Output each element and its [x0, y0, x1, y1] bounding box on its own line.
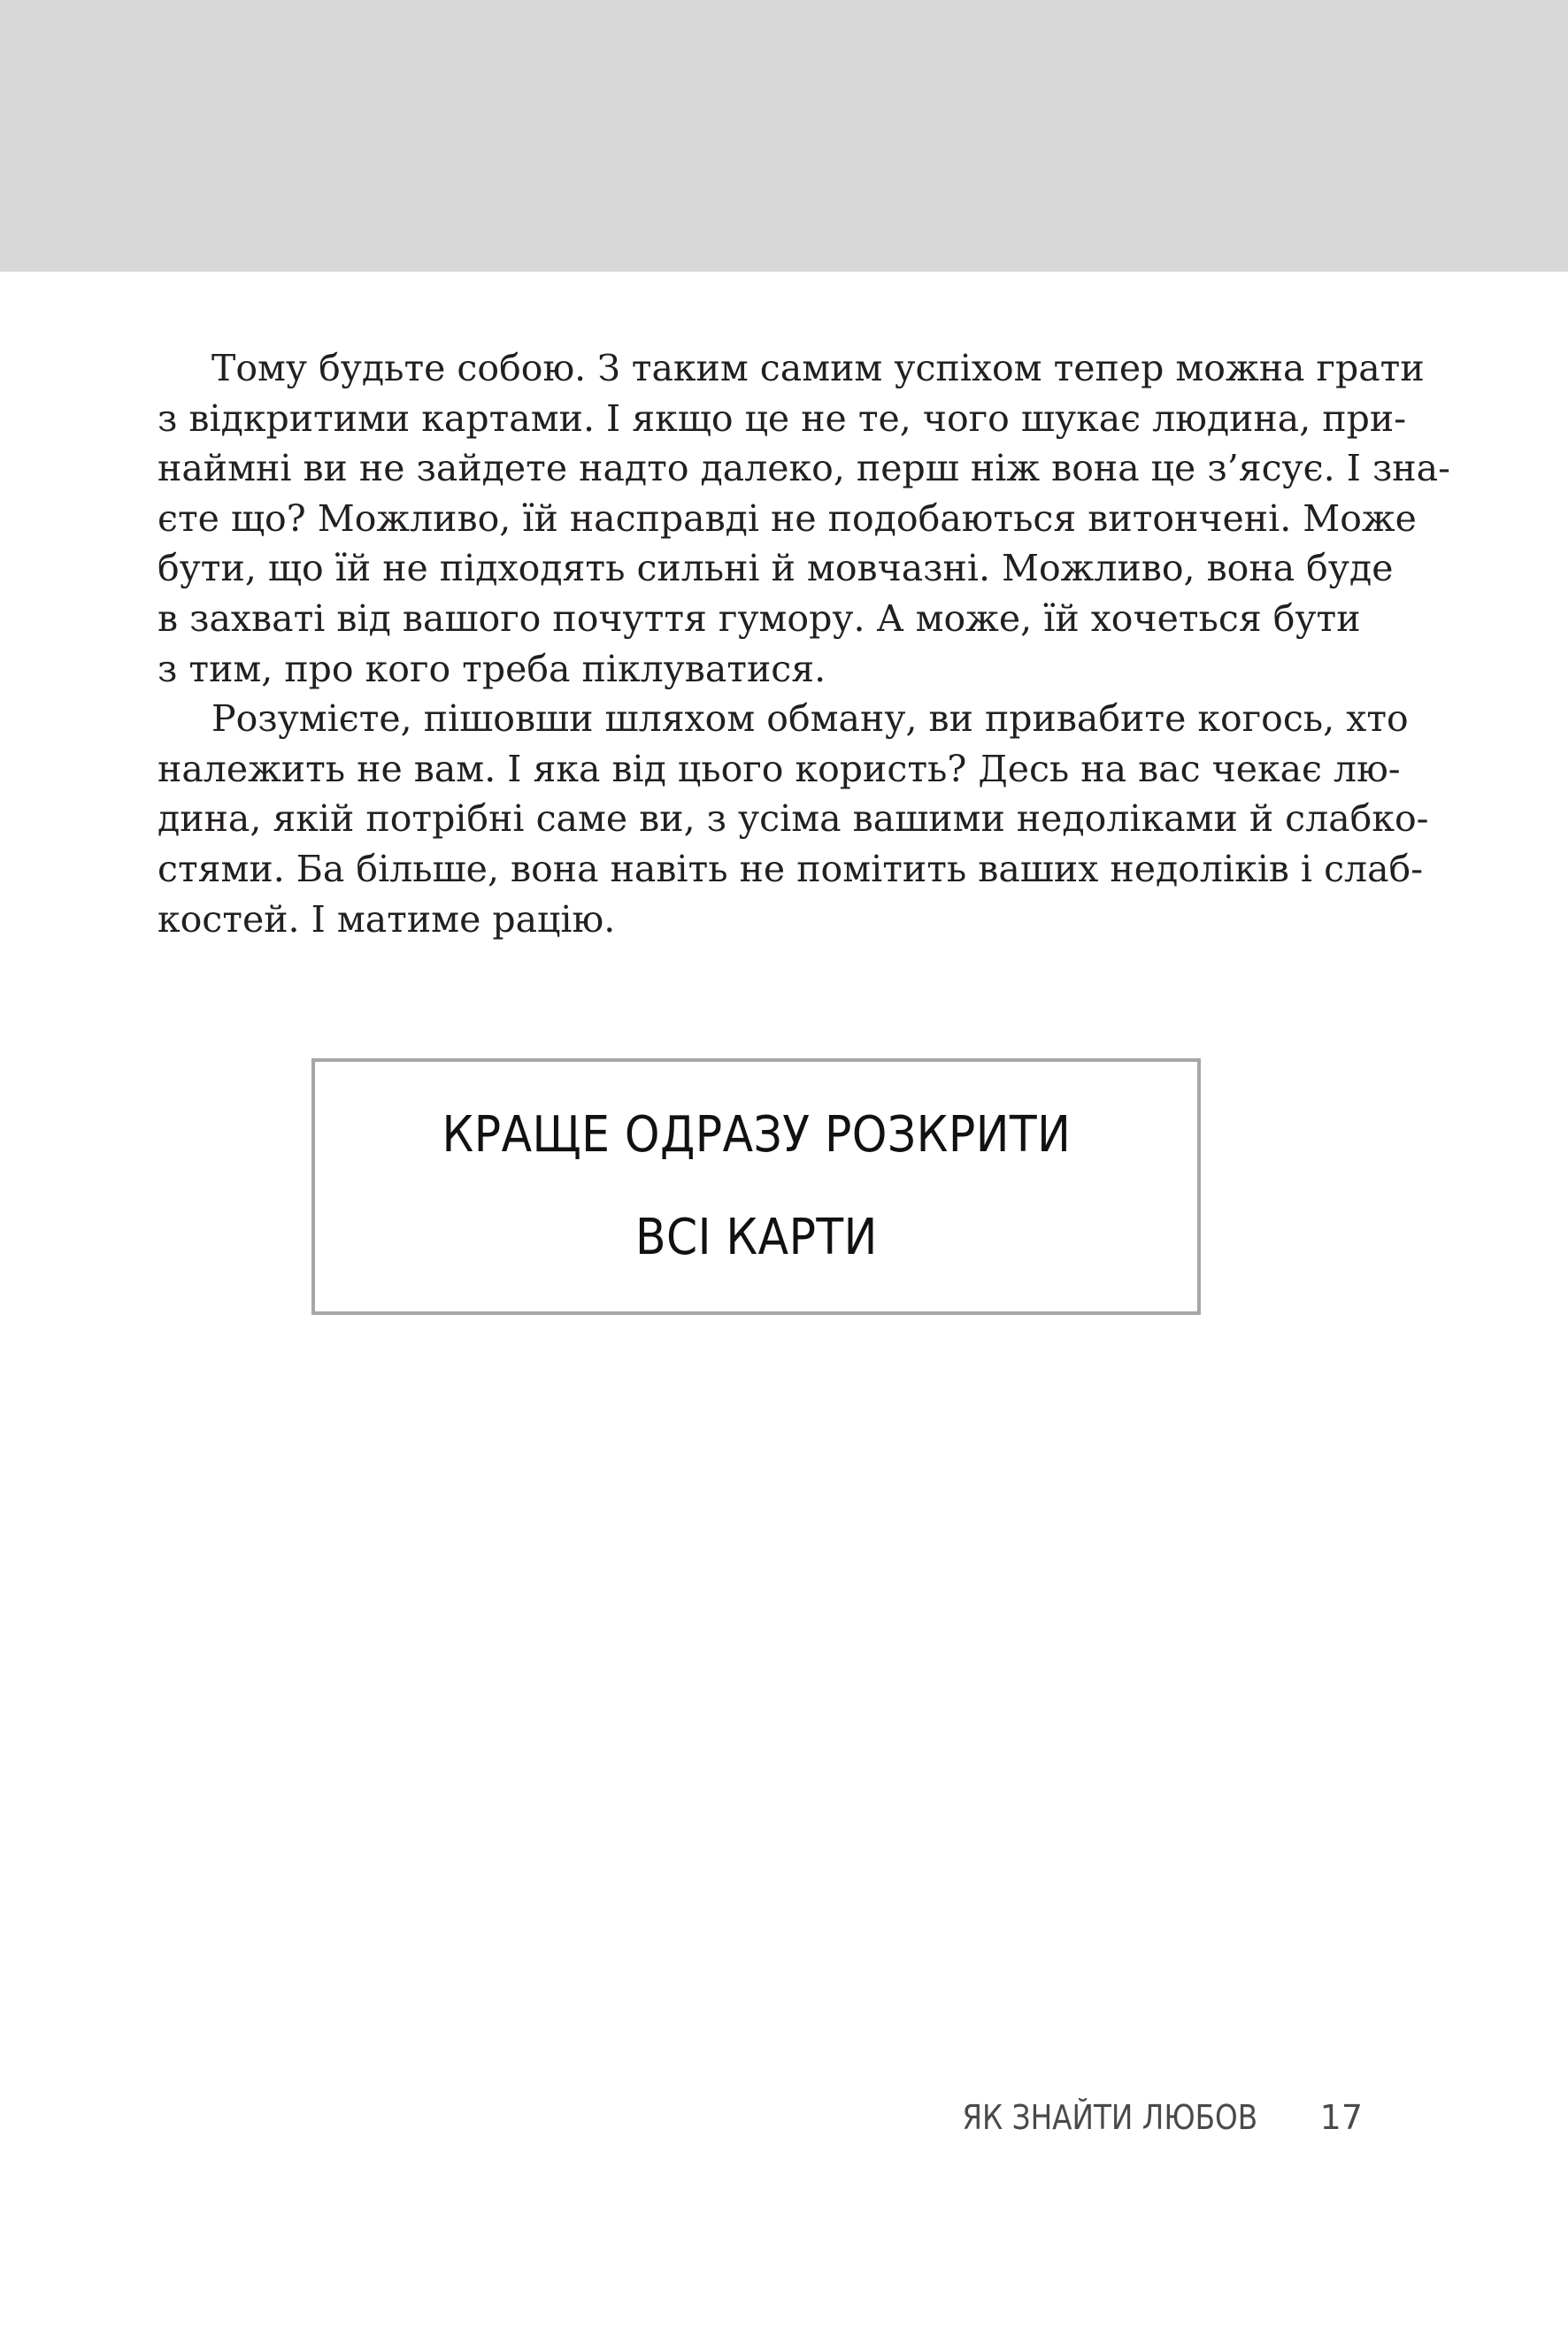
text-line: Тому будьте собою. З таким самим успіхом тепер можна грати: [211, 347, 1425, 389]
text-line: в захваті від вашого почуття гумору. А може, їй хочеться бути: [158, 596, 1361, 640]
running-title: ЯК ЗНАЙТИ ЛЮБОВ: [962, 2098, 1258, 2137]
callout-line: ВСІ КАРТИ: [634, 1209, 878, 1266]
text-line: дина, якій потрібні саме ви, з усіма вашими недоліками й слабко-: [158, 797, 1429, 841]
text-line: Розумієте, пішовши шляхом обману, ви привабите когось, хто: [211, 697, 1409, 741]
callout-line: КРАЩЕ ОДРАЗУ РОЗКРИТИ: [442, 1106, 1071, 1164]
text-line: з тим, про кого треба піклуватися.: [158, 647, 826, 690]
text-line: з відкритими картами. І якщо це не те, чого шукає людина, при-: [158, 396, 1407, 440]
text-line: наймні ви не зайдете надто далеко, перш ніж вона це з’ясує. І зна-: [158, 447, 1450, 490]
page-number: 17: [1319, 2098, 1363, 2137]
text-line: костей. І матиме рацію.: [158, 897, 616, 941]
callout-text: [442, 1084, 1071, 1289]
callout-box: [311, 1058, 1201, 1315]
text-line: стями. Ба більше, вона навіть не помітить ваших недоліків і слаб-: [158, 847, 1424, 890]
text-line: належить не вам. І яка від цього користь? Десь на вас чекає лю-: [158, 747, 1401, 790]
paragraph-1: [158, 343, 1450, 694]
body-text: [158, 343, 1450, 944]
header-band: [0, 0, 1568, 272]
page-footer: [796, 2091, 1363, 2144]
text-line: бути, що їй не підходять сильні й мовчазні. Можливо, вона буде: [158, 547, 1394, 590]
paragraph-2: [158, 694, 1429, 944]
text-line: єте що? Можливо, їй насправді не подобаються витончені. Може: [158, 496, 1417, 540]
